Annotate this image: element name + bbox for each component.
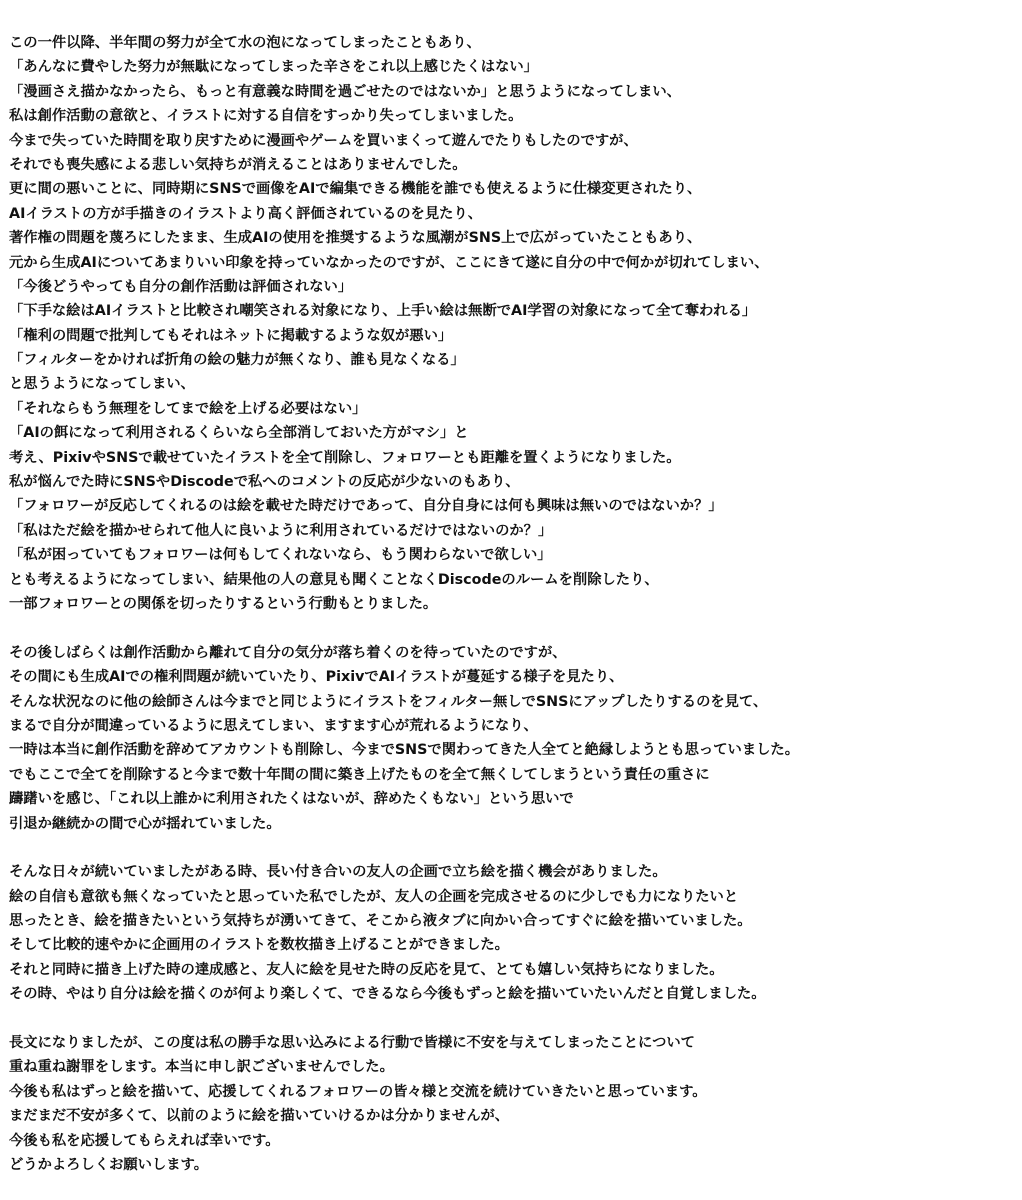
text-line: と思うようになってしまい、 — [9, 376, 195, 393]
text-line: 躊躇いを感じ、「これ以上誰かに利用されたくはないが、辞めたくもない」という思いで — [9, 791, 574, 808]
text-line: 「フォロワーが反応してくれるのは絵を載せた時だけであって、自分自身には何も興味は無いのではないか？」 — [9, 498, 723, 515]
paragraph-spacer — [9, 616, 1022, 640]
text-line: まるで自分が間違っているように思えてしまい、ますます心が荒れるようになり、 — [9, 717, 538, 734]
text-line: その後しばらくは創作活動から離れて自分の気分が落ち着くのを待っていたのですが、 — [9, 644, 567, 661]
text-line: 一部フォロワーとの関係を切ったりするという行動もとりました。 — [9, 595, 438, 612]
text-line: 更に間の悪いことに、同時期にSNSで画像をAIで編集できる機能を誰でも使えるように仕様変更されたり、 — [9, 181, 702, 198]
text-line: 考え、PixivやSNSで載せていたイラストを全て削除し、フォロワーとも距離を置くようになりました。 — [9, 449, 681, 466]
text-line: 「それならもう無理をしてまで絵を上げる必要はない」 — [9, 400, 367, 417]
text-line: そして比較的速やかに企画用のイラストを数枚描き上げることができました。 — [9, 937, 509, 954]
text-line: 思ったとき、絵を描きたいという気持ちが湧いてきて、そこから液タブに向かい合ってすぐに絵を描いていました。 — [9, 913, 752, 930]
text-line: 「私はただ絵を描かせられて他人に良いように利用されているだけではないのか？」 — [9, 522, 553, 539]
text-line: 「AIの餌になって利用されるくらいなら全部消しておいた方がマシ」と — [9, 425, 469, 442]
text-line: まだまだ不安が多くて、以前のように絵を描いていけるかは分かりませんが、 — [9, 1108, 510, 1125]
text-line: その間にも生成AIでの権利問題が続いていたり、PixivでAIイラストが蔓延する様子を見たり、 — [9, 669, 624, 686]
paragraph-apology-closing — [9, 1031, 1022, 1177]
text-line: 絵の自信も意欲も無くなっていたと思っていた私でしたが、友人の企画を完成させるのに少しでも力になりたいと — [9, 888, 739, 905]
text-line: 「フィルターをかければ折角の絵の魅力が無くなり、誰も見なくなる」 — [9, 352, 465, 369]
text-line: 「漫画さえ描かなかったら、もっと有意義な時間を過ごせたのではないか」と思うようになってしまい、 — [9, 83, 681, 100]
text-line: 今まで失っていた時間を取り戻すために漫画やゲームを買いまくって遊んでたりもしたのですが、 — [9, 132, 638, 149]
text-line: 私は創作活動の意欲と、イラストに対する自信をすっかり失ってしまいました。 — [9, 108, 523, 125]
text-line: どうかよろしくお願いします。 — [9, 1156, 209, 1173]
paragraph-spacer — [9, 836, 1022, 860]
text-line: 「権利の問題で批判してもそれはネットに掲載するような奴が悪い」 — [9, 327, 453, 344]
text-line: 私が悩んでた時にSNSやDiscodeで私へのコメントの反応が少ないのもあり、 — [9, 474, 520, 491]
text-line: 「あんなに費やした努力が無駄になってしまった辛さをこれ以上感じたくはない」 — [9, 59, 538, 76]
paragraph-hiatus — [9, 641, 1022, 836]
text-line: 長文になりましたが、この度は私の勝手な思い込みによる行動で皆様に不安を与えてしまったことについて — [9, 1035, 695, 1052]
paragraph-rediscovery — [9, 860, 1022, 1006]
paragraph-loss-of-motivation — [9, 31, 1022, 616]
text-line: 「私が困っていてもフォロワーは何もしてくれないなら、もう関わらないで欲しい」 — [9, 547, 552, 564]
text-line: 重ね重ね謝罪をします。本当に申し訳ございませんでした。 — [9, 1059, 394, 1076]
text-line: 著作権の問題を蔑ろにしたまま、生成AIの使用を推奨するような風潮がSNS上で広がっていたこともあり、 — [9, 230, 702, 247]
text-line: この一件以降、半年間の努力が全て水の泡になってしまったこともあり、 — [9, 35, 481, 51]
paragraph-spacer — [9, 1007, 1022, 1031]
text-line: その時、やはり自分は絵を描くのが何より楽しくて、できるなら今後もずっと絵を描いていたいんだと自覚しました。 — [9, 986, 766, 1003]
text-line: 引退か継続かの間で心が揺れていました。 — [9, 815, 281, 832]
text-line: 「下手な絵はAIイラストと比較され嘲笑される対象になり、上手い絵は無断でAI学習の対象になって全て奪われる」 — [9, 303, 757, 320]
text-line: とも考えるようになってしまい、結果他の人の意見も聞くことなくDiscodeのルームを削除したり、 — [9, 571, 659, 588]
text-line: でもここで全てを削除すると今まで数十年間の間に築き上げたものを全て無くしてしまうという責任の重さに — [9, 766, 710, 783]
text-line: 今後も私を応援してもらえれば幸いです。 — [9, 1132, 280, 1149]
text-line: そんな日々が続いていましたがある時、長い付き合いの友人の企画で立ち絵を描く機会がありました。 — [9, 864, 667, 881]
text-line: AIイラストの方が手描きのイラストより高く評価されているのを見たり、 — [9, 205, 483, 222]
text-line: 元から生成AIについてあまりいい印象を持っていなかったのですが、ここにきて遂に自分の中で何かが切れてしまい、 — [9, 254, 769, 271]
text-line: 一時は本当に創作活動を辞めてアカウントも削除し、今までSNSで関わってきた人全てと絶縁しようとも思っていました。 — [9, 742, 800, 759]
text-line: それでも喪失感による悲しい気持ちが消えることはありませんでした。 — [9, 156, 467, 173]
text-line: 今後も私はずっと絵を描いて、応援してくれるフォロワーの皆々様と交流を続けていきたいと思っています。 — [9, 1083, 707, 1100]
text-line: そんな状況なのに他の絵師さんは今までと同じようにイラストをフィルター無しでSNSにアップしたりするのを見て、 — [9, 693, 768, 710]
text-line: それと同時に描き上げた時の達成感と、友人に絵を見せた時の反応を見て、とても嬉しい気持ちになりました。 — [9, 961, 724, 978]
text-line: 「今後どうやっても自分の創作活動は評価されない」 — [9, 278, 353, 295]
